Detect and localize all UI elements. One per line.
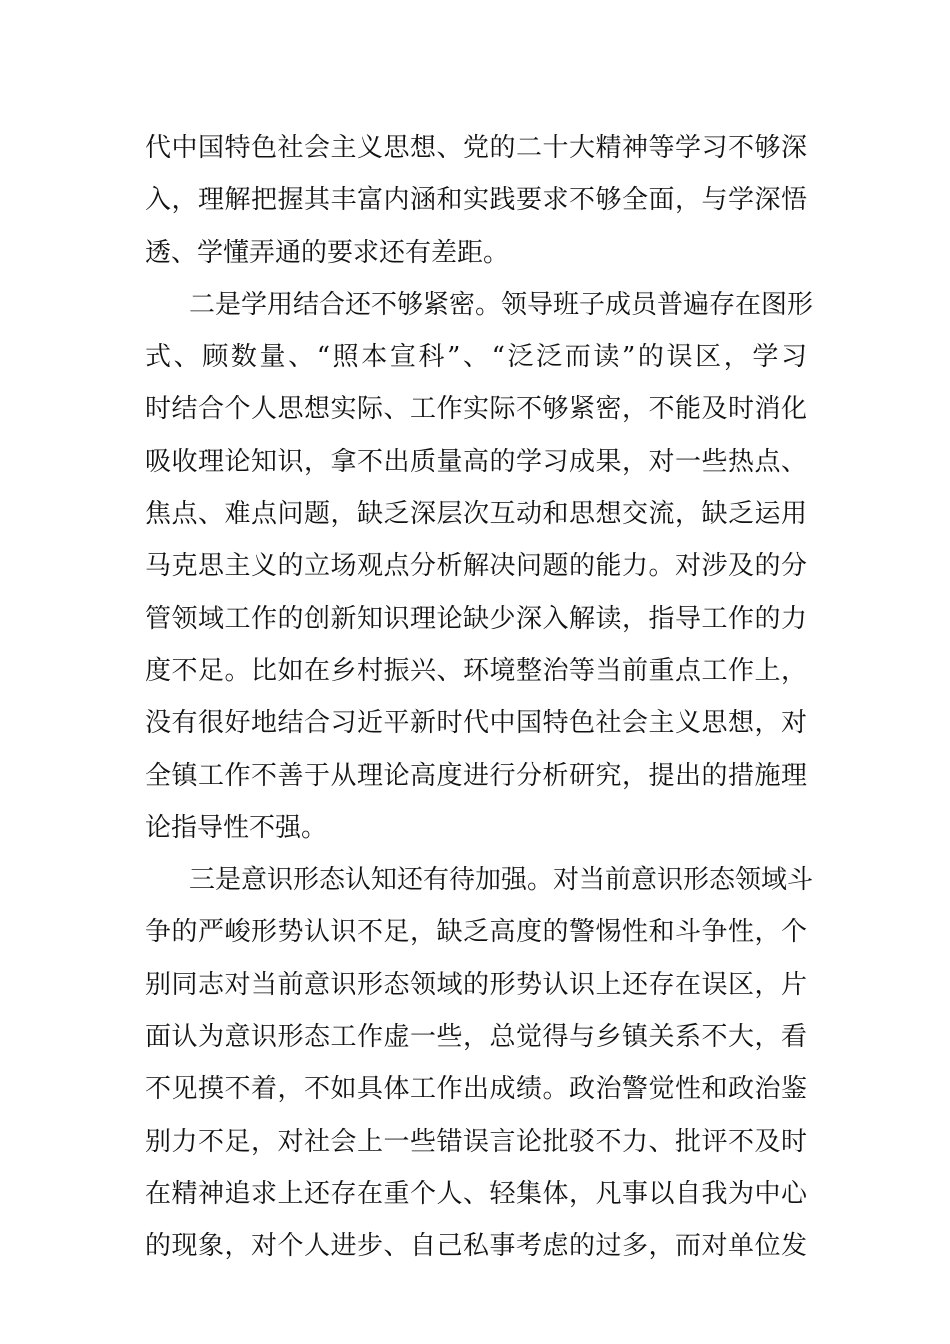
text-line: 别同志对当前意识形态领域的形势认识上还存在误区，片 <box>145 969 807 1000</box>
text-line: 论指导性不强。 <box>145 812 328 843</box>
text-line: 吸收理论知识，拿不出质量高的学习成果，对一些热点、 <box>145 446 807 477</box>
text-line: 度不足。比如在乡村振兴、环境整治等当前重点工作上， <box>145 655 807 686</box>
text-line: 在精神追求上还存在重个人、轻集体，凡事以自我为中心 <box>145 1178 807 1209</box>
text-line: 时结合个人思想实际、工作实际不够紧密，不能及时消化 <box>145 394 807 425</box>
paragraph-3-first-line: 三是意识形态认知还有待加强。对当前意识形态领域斗 <box>189 865 814 896</box>
text-line: 代中国特色社会主义思想、党的二十大精神等学习不够深 <box>145 133 807 163</box>
document-body <box>145 122 814 1273</box>
text-line: 焦点、难点问题，缺乏深层次互动和思想交流，缺乏运用 <box>145 499 807 530</box>
text-line: 全镇工作不善于从理论高度进行分析研究，提出的措施理 <box>145 760 807 791</box>
text-line: 不见摸不着，不如具体工作出成绩。政治警觉性和政治鉴 <box>145 1074 807 1105</box>
paragraph-2-first-line: 二是学用结合还不够紧密。领导班子成员普遍存在图形 <box>189 289 814 320</box>
text-line: 式、顾数量、“照本宣科”、“泛泛而读”的误区，学习 <box>145 342 807 373</box>
text-line: 没有很好地结合习近平新时代中国特色社会主义思想，对 <box>145 708 807 739</box>
text-line: 的现象，对个人进步、自己私事考虑的过多，而对单位发 <box>145 1231 807 1262</box>
text-line: 入，理解把握其丰富内涵和实践要求不够全面，与学深悟 <box>145 185 807 216</box>
text-line: 管领域工作的创新知识理论缺少深入解读，指导工作的力 <box>145 603 807 634</box>
text-line: 面认为意识形态工作虚一些，总觉得与乡镇关系不大，看 <box>145 1022 807 1053</box>
text-line: 别力不足，对社会上一些错误言论批驳不力、批评不及时 <box>145 1126 807 1157</box>
text-line: 马克思主义的立场观点分析解决问题的能力。对涉及的分 <box>145 551 807 582</box>
text-line: 争的严峻形势认识不足，缺乏高度的警惕性和斗争性，个 <box>145 917 807 948</box>
text-line: 透、学懂弄通的要求还有差距。 <box>145 237 510 268</box>
